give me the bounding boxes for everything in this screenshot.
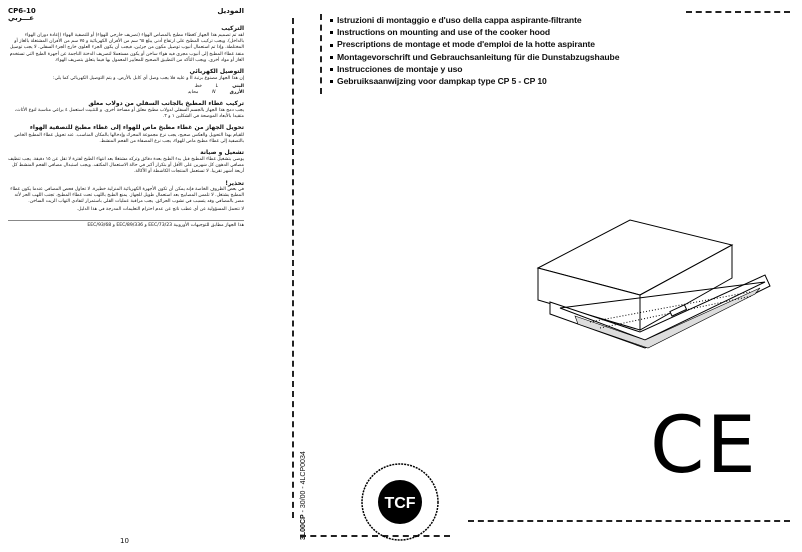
section-text-maintenance: يوصى بتشغيل غطاء المطبخ قبل بدء الطبخ بعدة دقائق وتركه مشتغلا بعد انتهاء الطبخ لفترة لا تقل عن ١٥ دقيقة. يجب تنظيف مصافي الدهون كل شهرين على الأقل أو بتكرار أكبر في حالة الاستعمال المكثف. ويجب استبدال مصافي الفحم المنشط كل أربعة أشهر تقريبا. لا تستعمل المنتجات الكاشطة أو الأكالة. bbox=[8, 156, 244, 174]
section-text-installation: لقد تم تصميم هذا الجهاز كغطاء مطبخ بالمصاص الهواء (تصريف خارجي للهواء) أو للتصفية الهواء (إعادة دوران الهواء بالداخل). ويجب تركيب المطبخ على ارتفاع أدنى يبلغ ٦٥ سم من الأفران الكهربائية و ٧٥ سم من الأفران المشتغلة بالغاز أو المختلطة. وإذا تم استعمال أنبوب توصيل مكون من جزئين، فيجب أن يكون الجزء العلوي خارج الجزء السفلي. لا يجب توصيل منفذ غطاء المطبخ إلى أنبوب مجرى فيه هواء ساخن أو يكون مستعملا لتصريف الدخنة الناجمة عن أجهزة الطبخ التي تستخدم الغاز أو مواد أخرى. ويجب التأكد من التطبيق الصحيح للمعايير المعمول بها فيما يتعلق بتصريف الهواء. bbox=[9, 33, 244, 63]
warning-title: تحذير! bbox=[225, 180, 244, 188]
section-title-mounting: تركيب غطاء المطبخ بالجانب السفلي من دولاب معلق bbox=[88, 100, 244, 108]
title-italian: Istruzioni di montaggio e d'uso della cappa aspirante-filtrante bbox=[330, 14, 619, 26]
section-title-electrical: التوصيل الكهربائي bbox=[189, 67, 244, 75]
wiring-table bbox=[48, 84, 244, 96]
section-text-conversion: للقيام بهذا التحويل والعكس صحيح، يجب نزع مجموعة المحرك وإدخالها بالمكان المناسب. عند تحويل غطاء المطبخ الخاص بالتصفية إلى غطاء مطبخ ماص للهواء، يجب نزع المصفاة من الفحم المنشط. bbox=[14, 132, 244, 144]
section-text-electrical: إن هذا الجهاز مصنوع برتبة II و عليه فلا يجب وصل أي كابل بالأرض. و يتم التوصيل الكهربائي كما يلي: bbox=[52, 75, 244, 81]
ce-mark bbox=[650, 406, 770, 486]
svg-text:CE: CE bbox=[650, 406, 758, 486]
title-german: Montagevorschrift und Gebrauchsanleitung für die Dunstabzugshaube bbox=[330, 51, 619, 63]
arabic-column bbox=[8, 8, 244, 544]
section-title-installation: التركيب bbox=[221, 25, 244, 33]
tcf-logo bbox=[360, 462, 440, 542]
center-divider bbox=[292, 18, 294, 518]
top-dash-rule bbox=[686, 11, 790, 13]
page-number: 10 bbox=[120, 536, 129, 544]
language-label: عـــربي bbox=[8, 14, 35, 23]
title-dutch: Gebruiksaanwijzing voor dampkap type CP 5 - CP 10 bbox=[330, 75, 619, 87]
svg-text:TCF: TCF bbox=[384, 495, 416, 512]
bottom-dash-rule bbox=[468, 520, 790, 522]
model-code: CP6-10 bbox=[8, 8, 36, 15]
model-label: الموديل bbox=[217, 8, 244, 15]
title-french: Prescriptions de montage et mode d'emploi de la hotte aspirante bbox=[330, 38, 619, 50]
document-code: 3L00CP - 30/00 - 4LCP0034 bbox=[300, 451, 307, 540]
title-spanish: Instrucciones de montaje y uso bbox=[330, 63, 619, 75]
section-text-mounting: يجب دمج هذا الجهاز بالجسم السفلي لدولاب مطبخ معلق أو مساحة أخرى. و للتثبيت استعمل ٤ براغي مناسبة لنوع الأثاث، متقيدا بالأبعاد الموضحة في الشكلين ١ و ٢. bbox=[14, 108, 244, 120]
model-header bbox=[8, 8, 244, 14]
manual-titles bbox=[330, 14, 619, 87]
standards-text: هذا الجهاز مطابق للتوجيهات الأوروبية 73/23/EEC و 89/336/EEC و 93/68/EEC bbox=[8, 220, 244, 229]
cooker-hood-illustration bbox=[520, 190, 800, 380]
section-title-conversion: تحويل الجهاز من غطاء مطبخ ماص للهواء إلى غطاء مطبخ للتصفية الهواء bbox=[29, 124, 244, 132]
title-english: Instructions on mounting and use of the cooker hood bbox=[330, 26, 619, 38]
disclaimer-text: لا نتحمل المسؤولية عن أي عطب ناتج عن عدم احترام التعليمات المدرجة في هذا الدليل. bbox=[76, 207, 244, 213]
title-side-rule bbox=[320, 14, 322, 94]
warning-text: في بعض الظروف الخاصة فإنه يمكن أن تكون الأجهزة الكهربائية المنزلية خطيرة. لا تحاول فحص المصافي عندما يكون غطاء المطبخ يشتغل. لا تلمس المصابيح بعد استعمال طويل للجهاز. يمنع الطبخ باللهب تحت غطاء المطبخ. تجنب اللهب الحر لأنه مضر بالمصافي وقد يتسبب في نشوب الحرائق. يجب مراقبة عمليات القلي باستمرار لتفادي التهاب الزيت الساخن. bbox=[10, 187, 244, 205]
wiring-row: الأزرق N محايد bbox=[187, 90, 244, 96]
section-title-maintenance: تشغيل و صيانة bbox=[200, 148, 244, 156]
wiring-row: البني L خط bbox=[194, 83, 244, 89]
